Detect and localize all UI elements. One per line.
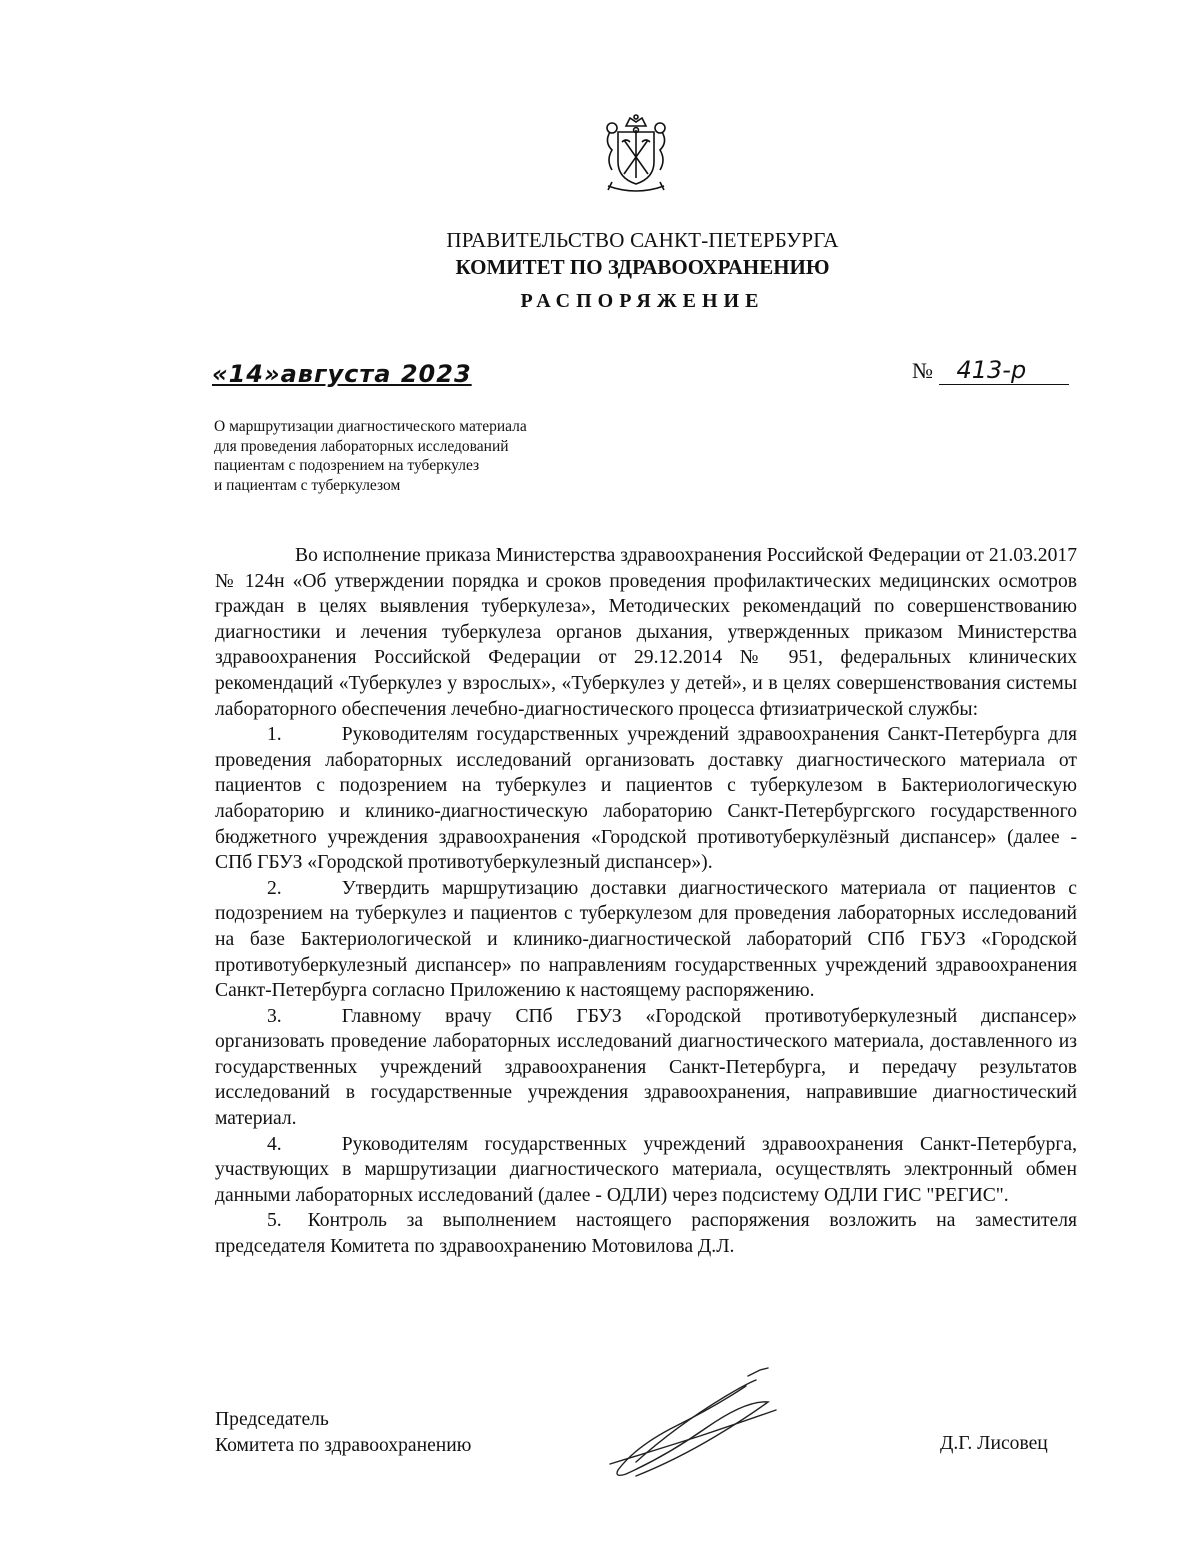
item-number: 2. xyxy=(267,877,282,899)
document-body xyxy=(215,543,1077,1260)
item-text: Главному врачу СПб ГБУЗ «Городской противотуберкулезный диспансер» организовать проведение лабораторных исследований диагностического материала, доставленного из государственных учреждений здравоохранения Санкт-Петербурга, и передачу результатов исследований в государственные учреждения здравоохранения, направившие диагностический материал. xyxy=(215,1005,1077,1130)
subject-line: для проведения лабораторных исследований xyxy=(214,437,509,455)
committee-title: КОМИТЕТ ПО ЗДРАВООХРАНЕНИЮ xyxy=(455,255,830,279)
item-number: 1. xyxy=(267,724,282,746)
signatory-title-line: Комитета по здравоохранению xyxy=(215,1435,472,1456)
subject-line: О маршрутизации диагностического материала xyxy=(214,418,527,435)
item-text: Контроль за выполнением настоящего распоряжения возложить на заместителя председателя Комитета по здравоохранению Мотовилова Д.Л. xyxy=(215,1210,1077,1258)
item-text: Руководителям государственных учреждений здравоохранения Санкт-Петербурга для проведения лабораторных исследований организовать доставку диагностического материала от пациентов с подозрением на туберкулез и пациентов с туберкулезом в Бактериологическую лабораторию и клинико-диагностическую лабораторию Санкт-Петербургского государственного бюджетного учреждения здравоохранения «Городской противотуберкулёзный диспансер» (далее - СПб ГБУЗ «Городской противотуберкулезный диспансер»). xyxy=(215,724,1077,874)
signatory-title xyxy=(215,1407,471,1459)
subject-line: и пациентам с туберкулезом xyxy=(214,476,401,494)
item-text: Руководителям государственных учреждений здравоохранения Санкт-Петербурга, участвующих в маршрутизации диагностического материала, осуществлять электронный обмен данными лабораторных исследований (далее - ОДЛИ) через подсистему ОДЛИ ГИС "РЕГИС". xyxy=(215,1133,1077,1206)
document-number-label: № xyxy=(912,358,933,383)
subject-line: пациентам с подозрением на туберкулез xyxy=(214,457,480,474)
document-number xyxy=(912,356,1069,385)
document-type-title: РАСПОРЯЖЕНИЕ xyxy=(520,290,765,312)
handwritten-signature xyxy=(596,1366,786,1486)
document-subject xyxy=(214,417,527,495)
order-item-3 xyxy=(215,1004,1077,1132)
order-item-5 xyxy=(215,1208,1077,1259)
document-date: «14»августа 2023 xyxy=(212,360,472,388)
government-title: ПРАВИТЕЛЬСТВО САНКТ-ПЕТЕРБУРГА xyxy=(446,228,839,252)
coat-of-arms-icon xyxy=(600,112,672,196)
signatory-title-line: Председатель xyxy=(215,1409,329,1430)
order-item-4 xyxy=(215,1132,1077,1209)
item-number: 5. xyxy=(267,1210,282,1232)
order-item-1 xyxy=(215,722,1077,876)
signatory-name: Д.Г. Лисовец xyxy=(940,1433,1048,1454)
document-number-value: 413-р xyxy=(939,356,1069,385)
item-number: 4. xyxy=(267,1133,282,1155)
preamble-paragraph: Во исполнение приказа Министерства здравоохранения Российской Федерации от 21.03.2017 № 124н «Об утверждении порядка и сроков проведения профилактических медицинских осмотров граждан в целях выявления туберкулеза», Методических рекомендаций по совершенствованию диагностики и лечения туберкулеза органов дыхания, утвержденных приказом Министерства здравоохранения Российской Федерации от 29.12.2014 № 951, федеральных клинических рекомендаций «Туберкулез у взрослых», «Туберкулез у детей», и в целях совершенствования системы лабораторного обеспечения лечебно-диагностического процесса фтизиатрической службы: xyxy=(215,545,1077,720)
item-text: Утвердить маршрутизацию доставки диагностического материала от пациентов с подозрением на туберкулез и пациентов с туберкулезом для проведения лабораторных исследований на базе Бактериологической и клинико-диагностической лабораторий СПб ГБУЗ «Городской противотуберкулезный диспансер» по направлениям государственных учреждений здравоохранения Санкт-Петербурга согласно Приложению к настоящему распоряжению. xyxy=(215,877,1077,1002)
item-number: 3. xyxy=(267,1005,282,1027)
order-item-2 xyxy=(215,876,1077,1004)
